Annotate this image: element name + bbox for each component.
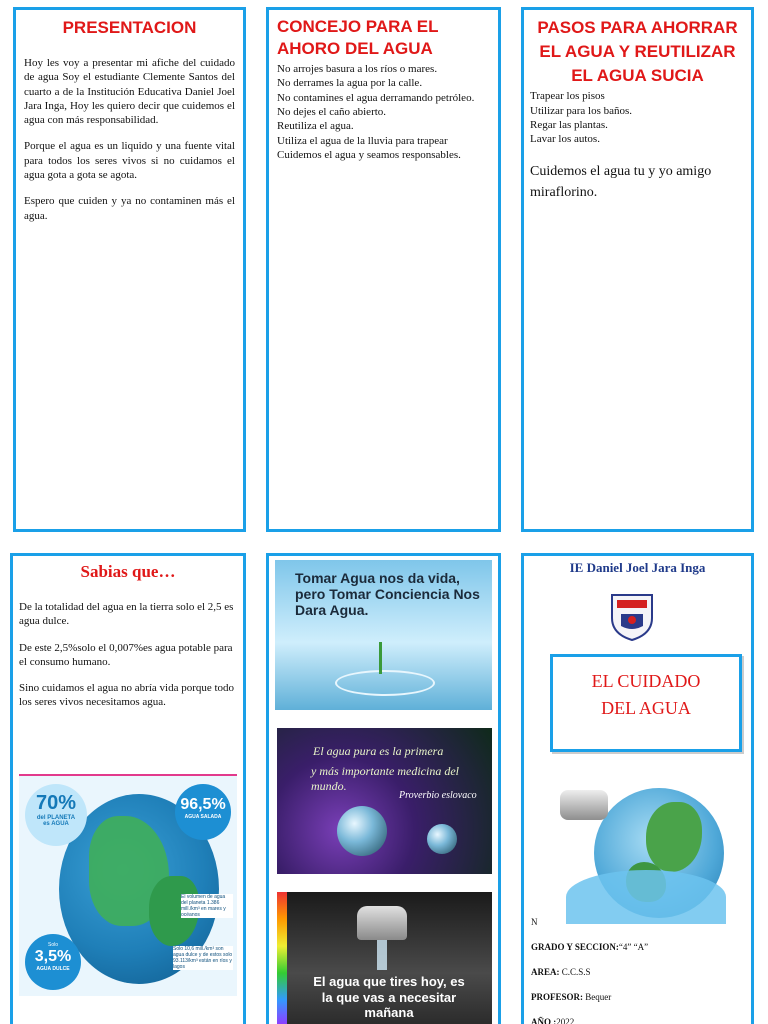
presentacion-title: PRESENTACION bbox=[62, 18, 197, 37]
school-crest-icon bbox=[609, 592, 655, 642]
grado-field: GRADO Y SECCION:“4” “A” bbox=[531, 942, 649, 952]
list-item: No derrames la agua por la calle. bbox=[277, 77, 423, 90]
pct-planet: 70% del PLANETA es AGUA bbox=[25, 784, 87, 846]
area-field: AREA: C.C.S.S bbox=[531, 967, 591, 977]
list-item: Reutiliza el agua. bbox=[277, 120, 354, 133]
image-water-drop bbox=[275, 560, 492, 710]
concejo-title: CONCEJO PARA EL AHORO DEL AGUA bbox=[277, 17, 439, 59]
rainbow-stripe bbox=[277, 892, 287, 1024]
image1-caption: Tomar Agua nos da vida, pero Tomar Conciencia Nos Dara Agua. bbox=[295, 570, 480, 619]
list-item: No arrojes basura a los ríos o mares. bbox=[277, 63, 438, 76]
pasos-closing: Cuidemos el agua tu y yo amigo miraflorino. bbox=[530, 163, 712, 200]
image-drop-flower bbox=[277, 728, 492, 874]
panel-sabias-que bbox=[10, 553, 246, 1024]
drop-shape bbox=[337, 806, 387, 856]
image-faucet bbox=[277, 892, 492, 1024]
panel-images bbox=[266, 553, 501, 1024]
school-name: IE Daniel Joel Jara Inga bbox=[569, 560, 706, 575]
list-item: Cuidemos el agua y seamos responsables. bbox=[277, 148, 461, 161]
list-item: Lavar los autos. bbox=[530, 133, 600, 146]
sabias-paragraph-3: Sino cuidamos el agua no abría vida porque todo los seres vivos necesitamos agua. bbox=[19, 682, 235, 709]
pct-salt: 96,5% AGUA SALADA bbox=[175, 784, 231, 840]
faucet-shape bbox=[560, 790, 608, 820]
presentacion-paragraph-3: Espero que cuiden y ya no contaminen más el agua. bbox=[24, 195, 235, 222]
profesor-field: PROFESOR: Bequer bbox=[531, 992, 612, 1002]
presentacion-paragraph-1: Hoy les voy a presentar mi afiche del cuidado de agua Soy el estudiante Clemente Santos del cuarto a de la Institución Educativa Daniel Joel Jara Inga, Hoy les quiero decir que cuidemos el agua con más responsabilidad. bbox=[24, 57, 235, 127]
panel-cover bbox=[521, 553, 754, 1024]
pasos-list bbox=[530, 89, 745, 146]
concejo-list bbox=[277, 62, 490, 162]
image2-line2: y más importante medicina del mundo. bbox=[311, 764, 459, 793]
faucet-shape bbox=[357, 906, 407, 940]
list-item: No dejes el caño abierto. bbox=[277, 106, 387, 119]
water-infographic bbox=[19, 774, 237, 996]
list-item: Utiliza el agua de la lluvia para trapear bbox=[277, 134, 448, 147]
pasos-title: PASOS PARA AHORRAR EL AGUA Y REUTILIZAR EL AGUA SUCIA bbox=[537, 18, 738, 85]
panel-concejo bbox=[266, 7, 501, 532]
cover-title: EL CUIDADO DEL AGUA bbox=[591, 671, 701, 718]
image-globe-faucet bbox=[536, 762, 732, 928]
image3-caption: El agua que tires hoy, es la que vas a necesitar mañana bbox=[313, 974, 465, 1021]
panel-pasos bbox=[521, 7, 754, 532]
sprout-shape bbox=[379, 642, 396, 674]
sabias-paragraph-2: De este 2,5%solo el 0,007%es agua potable para el consumo humano. bbox=[19, 641, 233, 668]
list-item: No contamines el agua derramando petróleo. bbox=[277, 91, 475, 104]
drop-shape bbox=[427, 824, 457, 854]
water-splash bbox=[566, 870, 726, 924]
anio-field: AÑO :2022 bbox=[531, 1017, 575, 1024]
pct-fresh: Solo 3,5% AGUA DULCE bbox=[25, 934, 81, 990]
faucet-stream bbox=[377, 940, 387, 970]
presentacion-paragraph-2: Porque el agua es un liquido y una fuente vital para todos los seres vivos si no cuidamos el agua gota a gota se agota. bbox=[24, 140, 235, 182]
list-item: Utilizar para los baños. bbox=[530, 104, 633, 117]
note-2: Solo 10,6 mill./km³ son agua dulce y de estos solo 93.113/km³ están en ríos y lagos bbox=[173, 946, 233, 970]
note-1: El volumen de agua del planeta 1.386 mill./km³ en mares y océanos bbox=[181, 894, 233, 918]
name-label: N bbox=[531, 917, 538, 927]
sabias-title: Sabias que… bbox=[80, 562, 176, 581]
image2-author: Proverbio eslovaco bbox=[399, 790, 477, 801]
list-item: Trapear los pisos bbox=[530, 90, 605, 103]
cover-title-box bbox=[550, 654, 742, 752]
image2-line1: El agua pura es la primera bbox=[313, 744, 444, 758]
sabias-paragraph-1: De la totalidad del agua en la tierra solo el 2,5 es agua dulce. bbox=[19, 601, 234, 628]
panel-presentacion bbox=[13, 7, 246, 532]
list-item: Regar las plantas. bbox=[530, 118, 608, 131]
